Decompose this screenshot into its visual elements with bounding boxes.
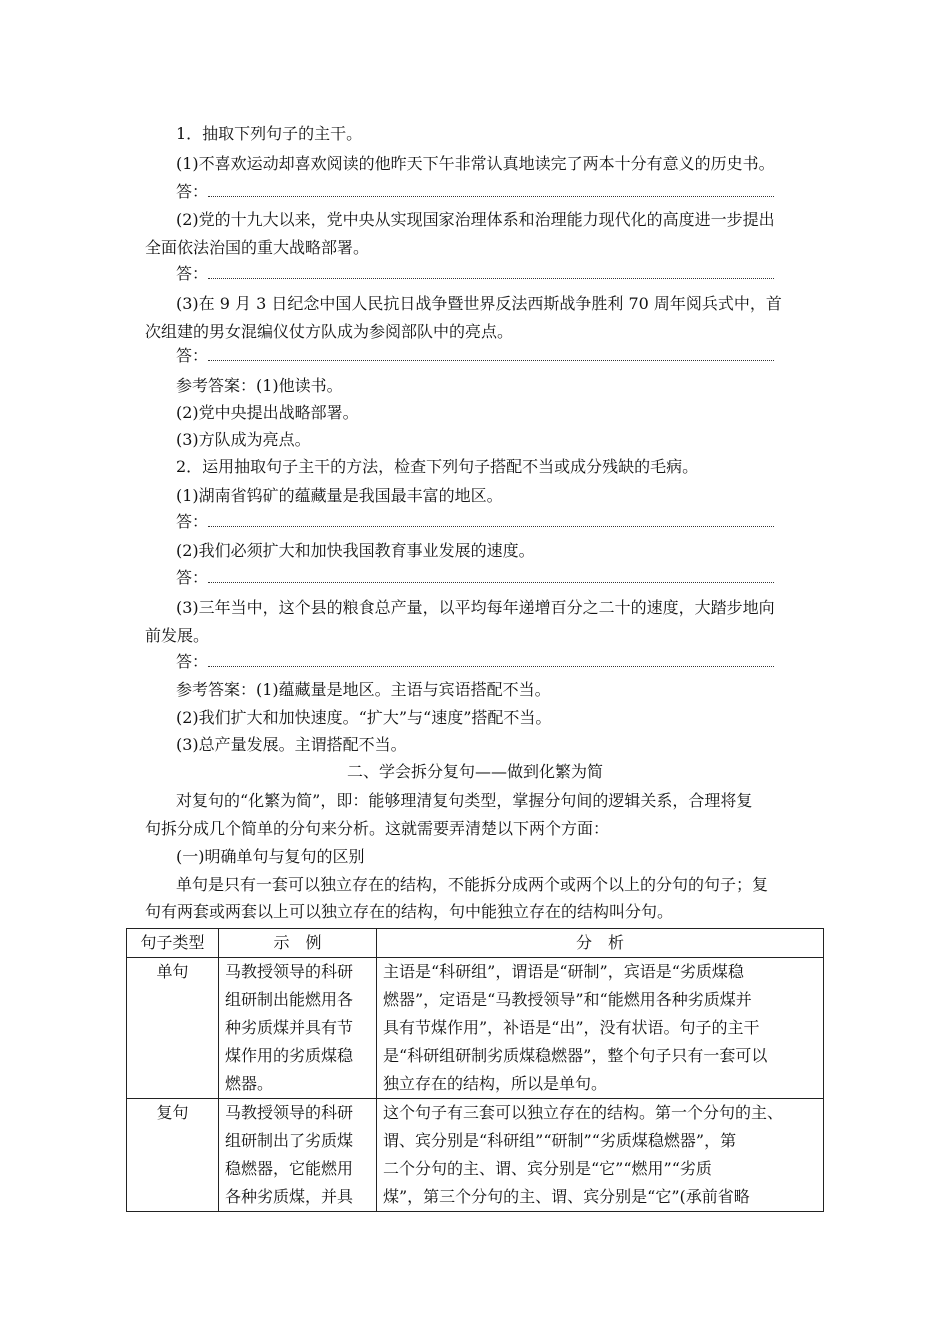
q2-sentence-3-line-2: 前发展。 [145,626,210,645]
answer-label: 答： [176,652,209,671]
table-header: 分 析 [377,929,824,958]
table-row [127,1099,824,1212]
answer-label: 答： [176,512,209,531]
answer-line [208,196,774,197]
example-line: 各种劣质煤，并具 [225,1187,354,1206]
q1-sentence-2-line-1: (2)党的十九大以来，党中央从实现国家治理体系和治理能力现代化的高度进一步提出 [176,210,775,229]
sentence-type-cell: 复句 [127,1099,219,1212]
analysis-line: 主语是“科研组”，谓语是“研制”，宾语是“劣质煤稳 [383,962,744,981]
q2-sentence-2: (2)我们必须扩大和加快我国教育事业发展的速度。 [176,541,535,560]
example-line: 燃器。 [225,1074,274,1093]
table-header-row [127,929,824,958]
answer-line [208,278,774,279]
analysis-line: 谓、宾分别是“科研组”“研制”“劣质煤稳燃器”，第 [383,1131,737,1150]
analysis-line: 是“科研组研制劣质煤稳燃器”，整个句子只有一套可以 [383,1046,768,1065]
q1-reference-3: (3)方队成为亮点。 [176,430,311,449]
q2-sentence-1: (1)湖南省钨矿的蕴藏量是我国最丰富的地区。 [176,486,503,505]
answer-label: 答： [176,346,209,365]
example-line: 稳燃器，它能燃用 [225,1159,354,1178]
section-paragraph-1-line-1: 对复句的“化繁为简”，即：能够理清复句类型，掌握分句间的逻辑关系，合理将复 [176,791,753,810]
answer-line [208,360,774,361]
sentence-type-cell: 单句 [127,958,219,1099]
section-paragraph-1-line-2: 句拆分成几个简单的分句来分析。这就需要弄清楚以下两个方面： [145,819,610,838]
q2-reference-3: (3)总产量发展。主谓搭配不当。 [176,735,407,754]
answer-line [208,526,774,527]
q2-title: 2．运用抽取句子主干的方法，检查下列句子搭配不当或成分残缺的毛病。 [176,457,699,476]
q1-sentence-3-line-1: (3)在 9 月 3 日纪念中国人民抗日战争暨世界反法西斯战争胜利 70 周年阅兵式中，首 [176,294,782,313]
q2-reference-1: 参考答案：(1)蕴藏量是地区。主语与宾语搭配不当。 [176,680,551,699]
q2-sentence-3-line-1: (3)三年当中，这个县的粮食总产量，以平均每年递增百分之二十的速度，大踏步地向 [176,598,775,617]
table-header: 示 例 [219,929,377,958]
q1-sentence-2-line-2: 全面依法治国的重大战略部署。 [145,238,370,257]
analysis-line: 二个分句的主、谓、宾分别是“它”“燃用”“劣质 [383,1159,712,1178]
example-line: 组研制出了劣质煤 [225,1131,354,1150]
example-line: 煤作用的劣质煤稳 [225,1046,354,1065]
example-line: 种劣质煤并具有节 [225,1018,354,1037]
analysis-cell [377,1099,824,1212]
example-line: 组研制出能燃用各 [225,990,354,1009]
answer-label: 答： [176,264,209,283]
table-row [127,958,824,1099]
q1-sentence-1: (1)不喜欢运动却喜欢阅读的他昨天下午非常认真地读完了两本十分有意义的历史书。 [176,154,775,173]
section-paragraph-2-line-1: 单句是只有一套可以独立存在的结构，不能拆分成两个或两个以上的分句的句子；复 [176,875,769,894]
example-cell [219,958,377,1099]
analysis-line: 煤”，第三个分句的主、谓、宾分别是“它”(承前省略 [383,1187,750,1206]
table-header: 句子类型 [127,929,219,958]
subsection-heading: (一)明确单句与复句的区别 [176,847,365,866]
answer-line [208,582,774,583]
analysis-line: 燃器”，定语是“马教授领导”和“能燃用各种劣质煤并 [383,990,752,1009]
example-line: 马教授领导的科研 [225,1103,354,1122]
answer-line [208,666,774,667]
section-paragraph-2-line-2: 句有两套或两套以上可以独立存在的结构，句中能独立存在的结构叫分句。 [145,902,674,921]
example-line: 马教授领导的科研 [225,962,354,981]
q2-reference-2: (2)我们扩大和加快速度。“扩大”与“速度”搭配不当。 [176,708,552,727]
section-heading: 二、学会拆分复句——做到化繁为简 [346,762,603,781]
answer-label: 答： [176,182,209,201]
q1-reference-2: (2)党中央提出战略部署。 [176,403,359,422]
answer-label: 答： [176,568,209,587]
example-cell [219,1099,377,1212]
q1-reference-1: 参考答案：(1)他读书。 [176,376,343,395]
analysis-line: 这个句子有三套可以独立存在的结构。第一个分句的主、 [383,1103,784,1122]
analysis-cell [377,958,824,1099]
q1-title: 1．抽取下列句子的主干。 [176,124,363,143]
q1-sentence-3-line-2: 次组建的男女混编仪仗方队成为参阅部队中的亮点。 [145,322,514,341]
sentence-type-table [126,928,824,1212]
analysis-line: 具有节煤作用”，补语是“出”，没有状语。句子的主干 [383,1018,760,1037]
analysis-line: 独立存在的结构，所以是单句。 [383,1074,608,1093]
